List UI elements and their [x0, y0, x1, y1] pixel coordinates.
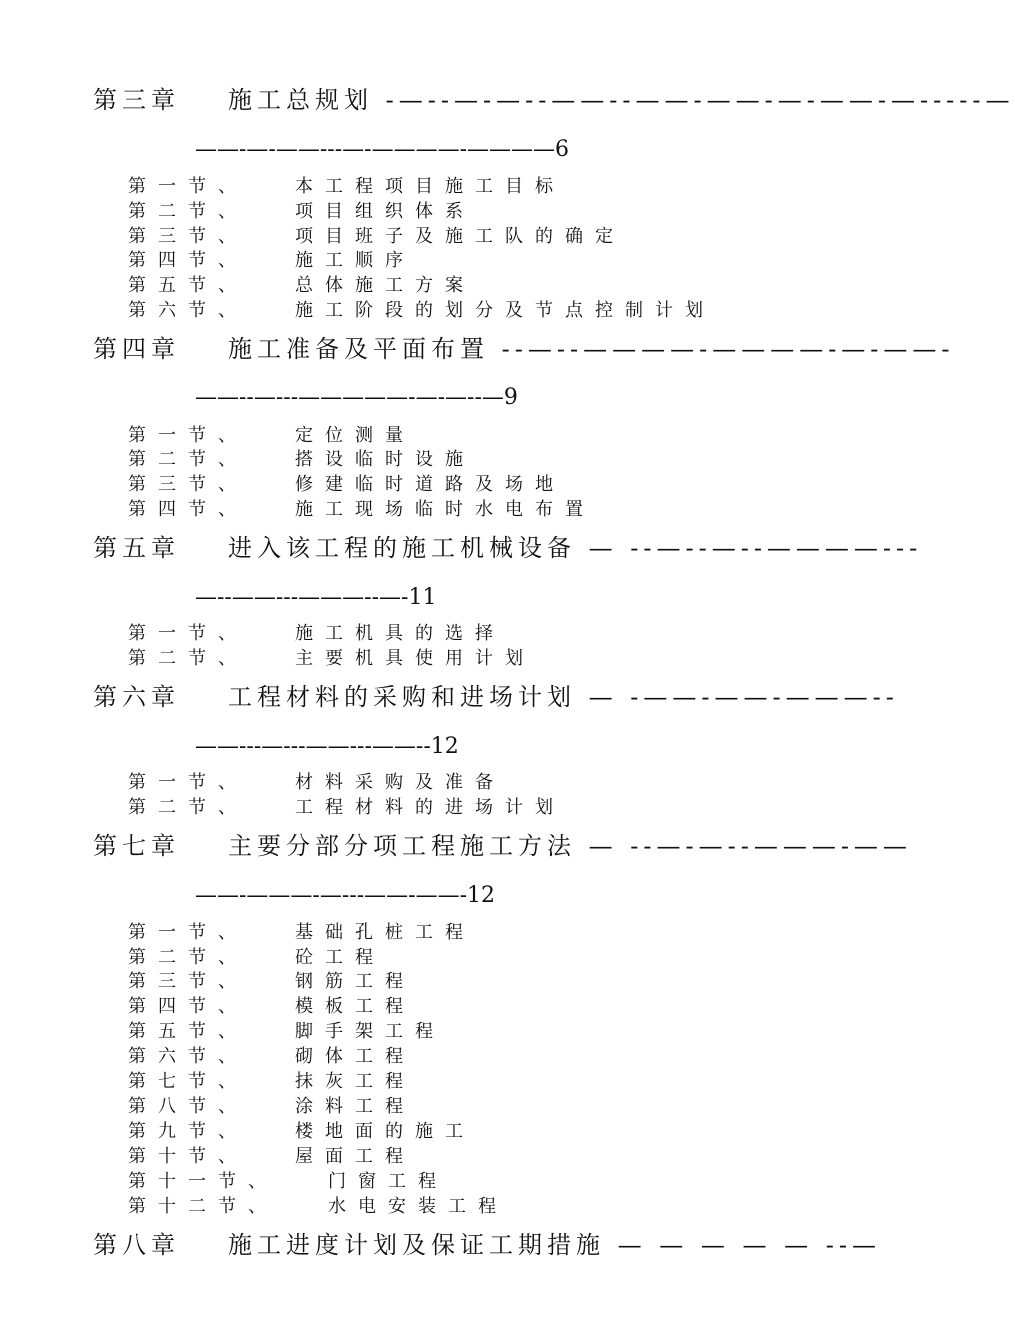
section-title: 定位测量 — [295, 425, 415, 446]
section-title: 施工阶段的划分及节点控制计划 — [295, 300, 715, 321]
section-title: 模板工程 — [295, 996, 415, 1017]
section-item — [128, 225, 848, 249]
section-item — [128, 473, 848, 497]
section-title: 项目班子及施工队的确定 — [295, 226, 625, 247]
section-item — [128, 1095, 848, 1119]
chapter-number: 第五章 — [93, 534, 180, 562]
chapter-leader-page: ——-—-——---—-————-————6 — [195, 137, 570, 162]
section-title: 工程材料的进场计划 — [295, 797, 565, 818]
section-title: 修建临时道路及场地 — [295, 474, 565, 495]
section-title: 涂料工程 — [295, 1096, 415, 1117]
section-title: 屋面工程 — [295, 1146, 415, 1167]
section-item — [128, 970, 848, 994]
chapter-title: 施工总规划 — [228, 86, 373, 114]
section-title: 搭设临时设施 — [295, 449, 475, 470]
section-number: 第一节、 — [128, 176, 248, 197]
section-title: 项目组织体系 — [295, 201, 475, 222]
chapter-title: 施工进度计划及保证工期措施 — [228, 1231, 605, 1259]
section-number: 第三节、 — [128, 226, 248, 247]
section-number: 第三节、 — [128, 971, 248, 992]
section-number: 第二节、 — [128, 947, 248, 968]
section-number: 第七节、 — [128, 1071, 248, 1092]
chapter-leader: --—--————-————-—-——- — [501, 335, 955, 363]
section-item — [128, 796, 848, 820]
section-item — [128, 175, 848, 199]
section-item — [128, 299, 848, 323]
section-number: 第四节、 — [128, 996, 248, 1017]
chapter-title: 施工准备及平面布置 — [228, 335, 489, 363]
chapter-heading — [93, 831, 912, 861]
section-number: 第六节、 — [128, 300, 248, 321]
section-title: 钢筋工程 — [295, 971, 415, 992]
chapter-heading — [93, 1230, 883, 1260]
chapter-heading — [93, 533, 923, 563]
chapter-heading — [93, 334, 955, 364]
section-title: 总体施工方案 — [295, 275, 475, 296]
section-number: 第四节、 — [128, 499, 248, 520]
section-title: 脚手架工程 — [295, 1021, 445, 1042]
section-item — [128, 448, 848, 472]
chapter-number: 第四章 — [93, 335, 180, 363]
section-item — [128, 946, 848, 970]
chapter-leader: — --—-—--———-—— — [588, 832, 912, 860]
chapter-leader-page: —--——---———--—-11 — [195, 585, 437, 610]
section-title: 楼地面的施工 — [295, 1121, 475, 1142]
section-number: 第八节、 — [128, 1096, 248, 1117]
section-item — [128, 1020, 848, 1044]
section-number: 第二节、 — [128, 648, 248, 669]
section-number: 第六节、 — [128, 1046, 248, 1067]
section-title: 门窗工程 — [328, 1171, 448, 1192]
chapter-leader: — — — — — --— — [617, 1231, 882, 1259]
chapter-number: 第三章 — [93, 86, 180, 114]
section-item — [128, 274, 848, 298]
section-title: 水电安装工程 — [328, 1196, 508, 1217]
section-item — [128, 995, 848, 1019]
section-item — [128, 1120, 848, 1144]
section-item — [128, 771, 848, 795]
section-item — [128, 498, 848, 522]
section-number: 第十二节、 — [128, 1196, 278, 1217]
section-title: 本工程项目施工目标 — [295, 176, 565, 197]
section-title: 主要机具使用计划 — [295, 648, 535, 669]
section-item — [128, 622, 848, 646]
section-number: 第九节、 — [128, 1121, 248, 1142]
section-item — [128, 200, 848, 224]
section-number: 第十一节、 — [128, 1171, 278, 1192]
chapter-leader: — --—--—--————--- — [588, 534, 923, 562]
chapter-title: 工程材料的采购和进场计划 — [228, 683, 576, 711]
section-item — [128, 1070, 848, 1094]
chapter-leader-page: ——---—---——---——--12 — [195, 734, 459, 759]
chapter-heading — [93, 682, 899, 712]
section-title: 砌体工程 — [295, 1046, 415, 1067]
chapter-leader-page: ——-———-—---——-——-12 — [195, 883, 496, 908]
section-number: 第一节、 — [128, 772, 248, 793]
section-number: 第三节、 — [128, 474, 248, 495]
section-title: 施工机具的选择 — [295, 623, 505, 644]
section-item — [128, 424, 848, 448]
section-item — [128, 647, 848, 671]
chapter-title: 主要分部分项工程施工方法 — [228, 832, 576, 860]
chapter-leader: -—--—-—--——--——-——-—-——-—-----— — [385, 86, 1015, 114]
section-title: 材料采购及准备 — [295, 772, 505, 793]
section-item — [128, 921, 848, 945]
section-title: 施工现场临时水电布置 — [295, 499, 595, 520]
section-title: 施工顺序 — [295, 250, 415, 271]
section-title: 基础孔桩工程 — [295, 922, 475, 943]
chapter-leader: — -——-——-———-- — [588, 683, 899, 711]
section-number: 第一节、 — [128, 623, 248, 644]
section-number: 第十节、 — [128, 1146, 248, 1167]
section-title: 抹灰工程 — [295, 1071, 415, 1092]
chapter-heading — [93, 85, 1015, 115]
chapter-number: 第七章 — [93, 832, 180, 860]
section-title: 砼工程 — [295, 947, 385, 968]
section-number: 第一节、 — [128, 425, 248, 446]
section-item — [128, 1195, 848, 1219]
section-number: 第五节、 — [128, 1021, 248, 1042]
section-item — [128, 249, 848, 273]
section-number: 第一节、 — [128, 922, 248, 943]
chapter-number: 第八章 — [93, 1231, 180, 1259]
section-number: 第二节、 — [128, 797, 248, 818]
chapter-leader-page: ——--—---—————-—-—--—9 — [195, 385, 518, 410]
chapter-title: 进入该工程的施工机械设备 — [228, 534, 576, 562]
section-number: 第五节、 — [128, 275, 248, 296]
chapter-number: 第六章 — [93, 683, 180, 711]
section-number: 第二节、 — [128, 449, 248, 470]
section-item — [128, 1045, 848, 1069]
section-item — [128, 1170, 848, 1194]
section-item — [128, 1145, 848, 1169]
section-number: 第二节、 — [128, 201, 248, 222]
section-number: 第四节、 — [128, 250, 248, 271]
